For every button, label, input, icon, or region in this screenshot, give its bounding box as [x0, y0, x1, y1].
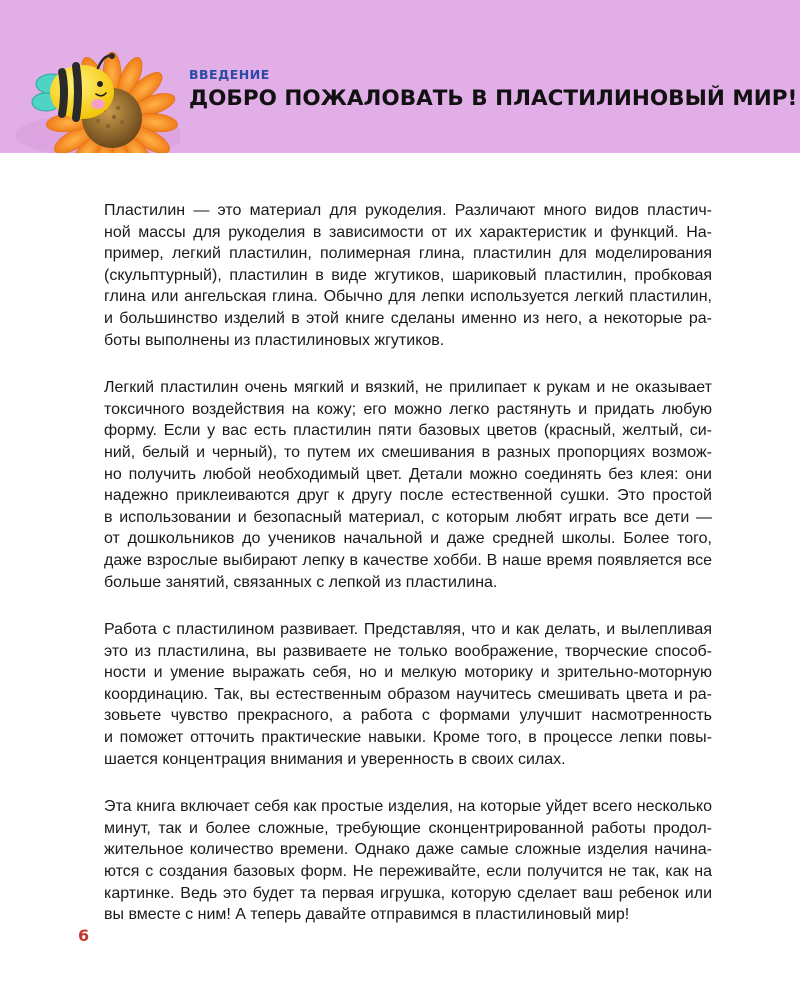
- clay-bee-on-sunflower-icon: [0, 40, 180, 153]
- body-text: [104, 200, 712, 952]
- text-line: ний, белый и черный), то путем их смешивания в разных пропорциях возмож-: [104, 443, 712, 461]
- text-line: от дошкольников до учеников начальной и даже средней школы. Более того,: [104, 530, 712, 548]
- paragraph: [104, 796, 712, 926]
- text-line: пример, легкий пластилин, полимерная глина, пластилин для моделирования: [104, 245, 712, 263]
- text-line: больше занятий, связанных с лепкой из пластилина.: [104, 573, 498, 591]
- chapter-title: ДОБРО ПОЖАЛОВАТЬ В ПЛАСТИЛИНОВЫЙ МИР!: [189, 86, 798, 111]
- text-line: ной массы для рукоделия в зависимости от их характеристик и функций. На-: [104, 223, 712, 241]
- text-line: и поможет отточить практические навыки. Кроме того, в процессе лепки повы-: [104, 729, 712, 747]
- text-line: минут, так и более сложные, требующие сконцентрированной работы продол-: [104, 819, 712, 837]
- text-line: но получить любой необходимый цвет. Детали можно соединять без клея: они: [104, 465, 712, 483]
- paragraph: [104, 377, 712, 593]
- text-line: Работа с пластилином развивает. Представляя, что и как делать, и вылепливая: [104, 621, 712, 639]
- text-line: ются с создания базовых форм. Не переживайте, если получится не так, как на: [104, 863, 712, 881]
- text-line: шается концентрация внимания и уверенность в своих силах.: [104, 750, 566, 768]
- text-line: Легкий пластилин очень мягкий и вязкий, не прилипает к рукам и не оказывает: [104, 379, 712, 397]
- text-line: и большинство изделий в этой книге сделаны именно из него, а некоторые ра-: [104, 309, 712, 327]
- text-line: токсичного воздействия на кожу; его можно легко растянуть и придать любую: [104, 400, 712, 418]
- section-label: ВВЕДЕНИЕ: [189, 67, 270, 82]
- paragraph: [104, 619, 712, 770]
- paragraph: [104, 200, 712, 351]
- text-line: надежно приклеиваются друг к другу после естественной сушки. Это простой: [104, 487, 712, 505]
- text-line: форму. Если у вас есть пластилин пяти базовых цветов (красный, желтый, си-: [104, 422, 712, 440]
- text-line: вы вместе с ним! А теперь давайте отправимся в пластилиновый мир!: [104, 906, 630, 924]
- text-line: Пластилин — это материал для рукоделия. Различают много видов пластич-: [104, 202, 712, 219]
- text-line: картинке. Ведь это будет та первая игрушка, которую сделает ваш ребенок или: [104, 884, 712, 902]
- text-line: Эта книга включает себя как простые изделия, на которые уйдет всего несколько: [104, 798, 712, 816]
- text-line: в использовании и безопасный материал, с которым любят играть все дети —: [104, 508, 712, 526]
- text-line: жительное количество времени. Однако даже самые сложные изделия начина-: [104, 841, 712, 859]
- text-line: зовьете чувство прекрасного, а работа с формами улучшит насмотренность: [104, 707, 712, 725]
- text-line: это из пластилина, вы развиваете не только воображение, творческие способ-: [104, 642, 712, 660]
- text-line: (скульптурный), пластилин в виде жгутиков, шариковый пластилин, пробковая: [104, 266, 712, 284]
- text-line: глина или ангельская глина. Обычно для лепки используется легкий пластилин,: [104, 288, 712, 306]
- text-line: боты выполнены из пластилиновых жгутиков.: [104, 331, 445, 349]
- chapter-header-band: [0, 0, 800, 153]
- page-number: 6: [78, 926, 90, 945]
- text-line: даже взрослые выбирают лепку в качестве хобби. В наше время появляется все: [104, 551, 712, 569]
- text-line: координацию. Так, вы естественным образом научитесь смешивать цвета и ра-: [104, 685, 712, 703]
- text-line: ности и умение выражать себя, но и мелкую моторику и зрительно-моторную: [104, 664, 712, 682]
